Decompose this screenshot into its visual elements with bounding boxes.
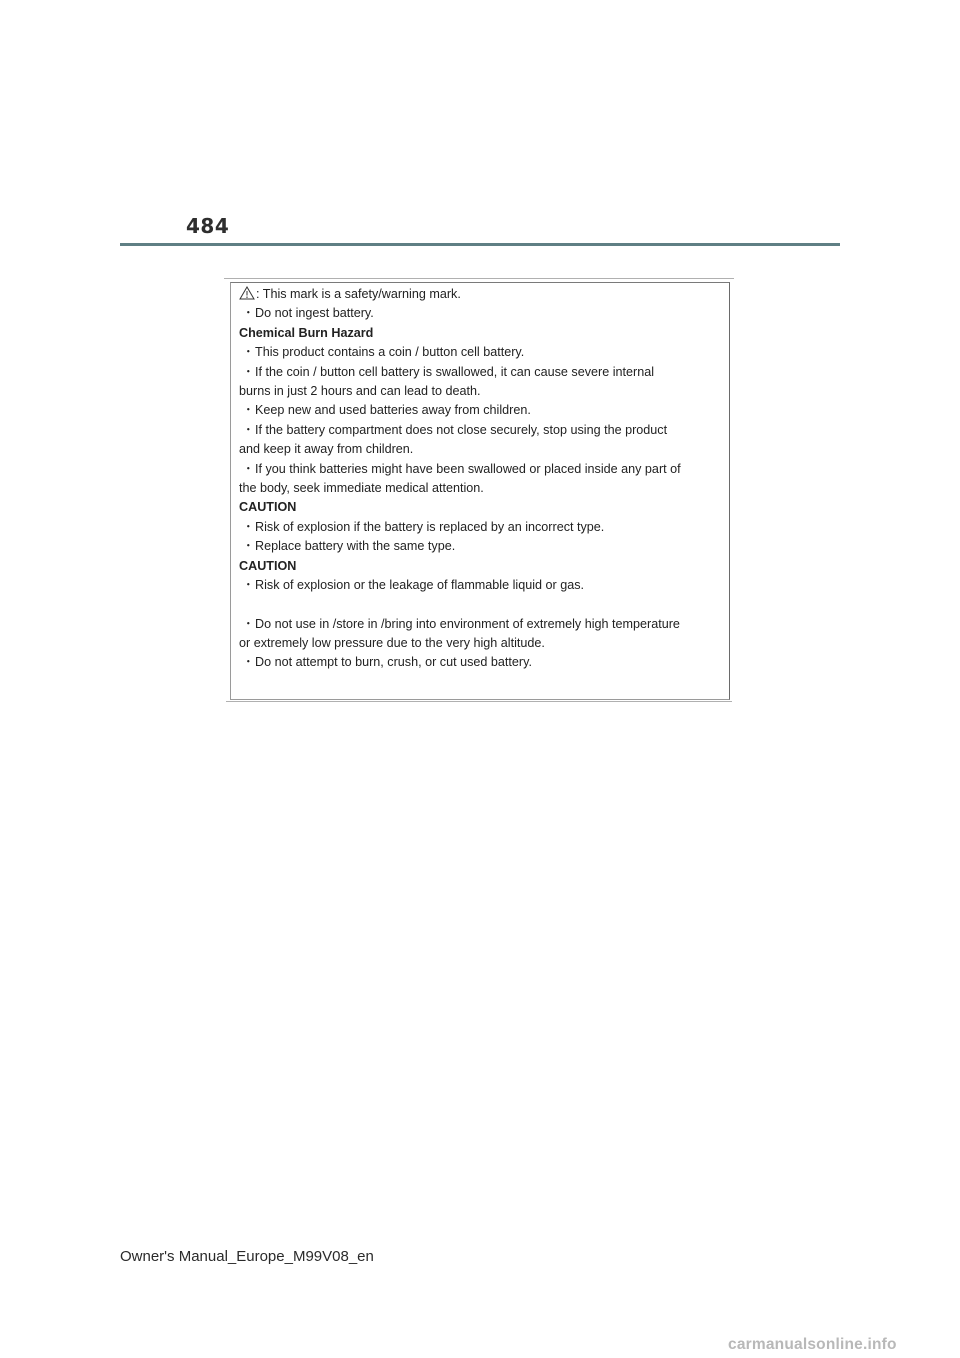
bullet-item [239,615,719,634]
section-heading [239,498,719,517]
line-text: Chemical Burn Hazard [239,325,374,340]
bullet-marker: ・ [242,539,255,554]
warning-triangle-icon [239,286,255,300]
line-text: and keep it away from children. [239,442,414,457]
line-text: Keep new and used batteries away from children. [255,403,531,418]
bullet-marker: ・ [242,422,255,437]
line-text: Do not attempt to burn, crush, or cut used battery. [255,655,532,670]
bullet-marker: ・ [242,519,255,534]
bullet-item [239,363,719,382]
bullet-item [239,460,719,479]
bullet-marker: ・ [242,461,255,476]
line-text: Replace battery with the same type. [255,539,456,554]
section-heading [239,324,719,343]
line-text: If you think batteries might have been swallowed or placed inside any part of [255,461,681,476]
bullet-marker: ・ [242,403,255,418]
line-text: If the battery compartment does not close securely, stop using the product [255,422,668,437]
continuation-line [239,479,719,498]
bullet-item [239,653,719,672]
line-text: This product contains a coin / button cell battery. [255,345,525,360]
continuation-line [239,634,719,653]
bullet-marker: ・ [242,364,255,379]
bullet-item [239,576,719,595]
line-text: Risk of explosion if the battery is replaced by an incorrect type. [255,519,605,534]
warning-lines [239,304,719,672]
bullet-item [239,537,719,556]
line-text: the body, seek immediate medical attention. [239,481,484,496]
bullet-item [239,421,719,440]
continuation-line [239,440,719,459]
bullet-marker: ・ [242,345,255,360]
box-top-rule [224,278,734,279]
bullet-item [239,304,719,323]
continuation-line [239,382,719,401]
line-text: CAUTION [239,558,297,573]
bullet-item [239,518,719,537]
bullet-marker: ・ [242,578,255,593]
footer-manual-id: Owner's Manual_Europe_M99V08_en [120,1248,374,1265]
blank-line [239,596,719,615]
bullet-item [239,401,719,420]
line-text: or extremely low pressure due to the very high altitude. [239,635,545,650]
line-text: burns in just 2 hours and can lead to death. [239,384,481,399]
box-bottom-rule [226,701,732,702]
page-number: 484 [186,214,230,238]
bullet-item [239,343,719,362]
warning-mark-text: : This mark is a safety/warning mark. [256,287,461,301]
warning-content [239,285,719,673]
header-divider [120,243,840,246]
section-heading [239,557,719,576]
line-text: Do not ingest battery. [255,306,374,321]
watermark: carmanualsonline.info [728,1336,897,1353]
line-text: Risk of explosion or the leakage of flammable liquid or gas. [255,578,585,593]
bullet-marker: ・ [242,655,255,670]
bullet-marker: ・ [242,306,255,321]
line-text: CAUTION [239,500,297,515]
warning-mark-line [239,285,719,304]
line-text: Do not use in /store in /bring into environment of extremely high temperature [255,616,680,631]
line-text: If the coin / button cell battery is swallowed, it can cause severe internal [255,364,655,379]
bullet-marker: ・ [242,616,255,631]
